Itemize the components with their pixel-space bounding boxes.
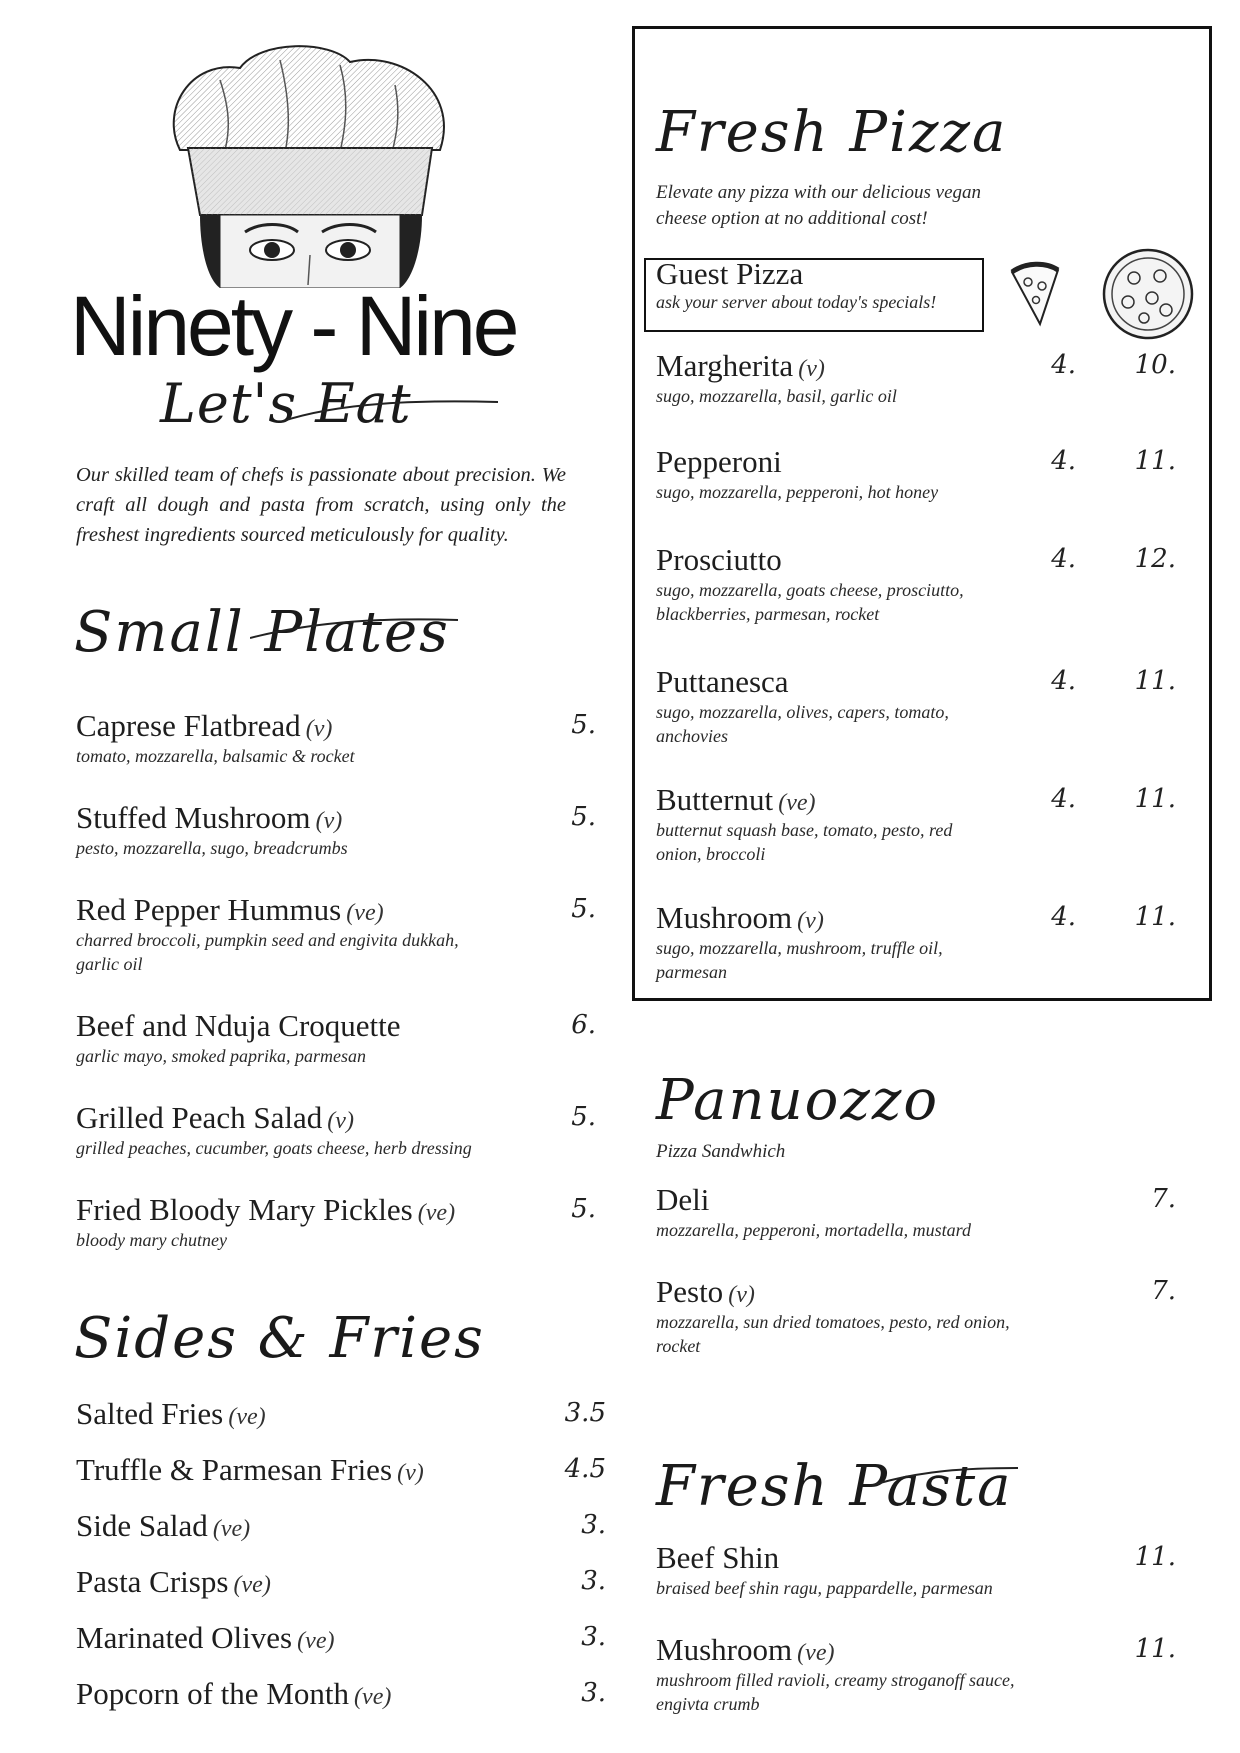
whole-price: 11. — [1134, 784, 1176, 814]
list-item — [76, 708, 596, 768]
list-item — [76, 1008, 596, 1068]
item-desc: grilled peaches, cucumber, goats cheese, herb dressing — [76, 1138, 472, 1158]
item-name: Beef Shin — [656, 1540, 780, 1575]
item-diet: (ve) — [797, 1640, 835, 1666]
item-diet: (ve) — [233, 1572, 271, 1598]
item-desc: pesto, mozzarella, sugo, breadcrumbs — [76, 838, 348, 858]
item-diet: (v) — [798, 356, 825, 382]
item-name: Red Pepper Hummus — [76, 892, 342, 927]
item-price: 3. — [581, 1566, 606, 1596]
intro-text: Our skilled team of chefs is passionate about precision. We craft all dough and pasta from scratch, using only the freshest ingredients sourced meticulously for quality. — [76, 464, 566, 546]
list-item — [656, 782, 1186, 866]
slice-price: 4. — [1051, 784, 1076, 814]
item-price: 11. — [1134, 1542, 1176, 1572]
item-name: Pasta Crisps — [76, 1564, 229, 1599]
item-price: 5. — [571, 802, 596, 832]
item-diet: (v) — [397, 1460, 424, 1486]
item-name: Puttanesca — [656, 664, 789, 699]
item-name: Deli — [656, 1182, 710, 1217]
item-price: 5. — [571, 1194, 596, 1224]
panuozzo-title: Panuozzo — [656, 1068, 940, 1133]
item-diet: (ve) — [212, 1516, 251, 1542]
item-desc: tomato, mozzarella, balsamic & rocket — [76, 746, 355, 766]
guest-pizza-title: Guest Pizza — [656, 256, 804, 291]
item-name: Salted Fries — [76, 1396, 224, 1431]
item-name: Caprese Flatbread — [76, 708, 301, 743]
whole-price: 12. — [1134, 544, 1176, 574]
item-name: Marinated Olives — [76, 1620, 293, 1655]
item-price: 7. — [1151, 1184, 1176, 1214]
sides-title: Sides & Fries — [74, 1306, 485, 1371]
item-diet: (v) — [728, 1282, 755, 1308]
item-desc: charred broccoli, pumpkin seed and engivita dukkah, garlic oil — [76, 930, 459, 974]
item-price: 4.5 — [564, 1454, 606, 1484]
item-name: Side Salad — [76, 1508, 208, 1543]
item-name: Stuffed Mushroom — [76, 800, 311, 835]
list-item — [76, 1508, 606, 1544]
small-plates-flourish — [250, 614, 460, 644]
item-price: 5. — [571, 710, 596, 740]
whole-price: 11. — [1134, 446, 1176, 476]
pizza-note: Elevate any pizza with our delicious vegan cheese option at no additional cost! — [656, 182, 982, 229]
item-price: 3.5 — [564, 1398, 606, 1428]
list-item — [76, 892, 596, 976]
slice-price: 4. — [1051, 446, 1076, 476]
list-item — [656, 900, 1186, 984]
whole-pizza-icon — [1100, 246, 1196, 342]
list-item — [656, 542, 1186, 626]
item-name: Truffle & Parmesan Fries — [76, 1452, 393, 1487]
slice-price: 4. — [1051, 350, 1076, 380]
item-name: Popcorn of the Month — [76, 1676, 349, 1711]
list-item — [76, 1564, 606, 1600]
list-item — [76, 1396, 606, 1432]
small-plates-title: Small Plates — [74, 600, 450, 665]
list-item — [656, 348, 1186, 408]
item-diet: (v) — [797, 908, 824, 934]
item-diet: (ve) — [346, 900, 384, 926]
item-name: Mushroom — [656, 900, 793, 935]
whole-price: 11. — [1134, 902, 1176, 932]
pasta-title: Fresh Pasta — [656, 1454, 1013, 1519]
list-item — [656, 664, 1186, 748]
slice-price: 4. — [1051, 544, 1076, 574]
item-name: Beef and Nduja Croquette — [76, 1008, 401, 1043]
list-item — [76, 1100, 596, 1160]
item-price: 5. — [571, 894, 596, 924]
item-desc: mushroom filled ravioli, creamy stroganoff sauce, engivta crumb — [656, 1670, 1015, 1714]
item-name: Butternut — [656, 782, 774, 817]
list-item — [656, 1182, 1186, 1242]
item-diet: (ve) — [354, 1684, 392, 1710]
item-desc: braised beef shin ragu, pappardelle, parmesan — [656, 1578, 993, 1598]
brand-name: Ninety - Nine — [70, 279, 517, 373]
item-name: Prosciutto — [656, 542, 782, 577]
list-item — [656, 1274, 1186, 1358]
list-item — [76, 1676, 606, 1712]
slice-price: 4. — [1051, 902, 1076, 932]
item-price: 11. — [1134, 1634, 1176, 1664]
item-desc: sugo, mozzarella, goats cheese, prosciutto, blackberries, parmesan, rocket — [656, 580, 964, 624]
guest-pizza-desc: ask your server about today's specials! — [656, 292, 937, 312]
item-name: Pesto — [656, 1274, 724, 1309]
tagline-flourish — [280, 392, 500, 432]
brand-tagline: Let's Eat — [160, 372, 412, 435]
list-item — [76, 800, 596, 860]
item-name: Margherita — [656, 348, 794, 383]
item-desc: sugo, mozzarella, basil, garlic oil — [656, 386, 897, 406]
item-diet: (v) — [315, 808, 343, 834]
item-price: 3. — [581, 1510, 606, 1540]
pasta-flourish — [870, 1462, 1020, 1492]
panuozzo-subtitle: Pizza Sandwhich — [656, 1141, 786, 1162]
item-desc: sugo, mozzarella, pepperoni, hot honey — [656, 482, 939, 502]
list-item — [76, 1452, 606, 1488]
item-name: Pepperoni — [656, 444, 782, 479]
item-desc: sugo, mozzarella, mushroom, truffle oil, parmesan — [656, 938, 943, 982]
item-diet: (ve) — [417, 1200, 456, 1226]
pizza-slice-icon — [1006, 258, 1062, 328]
item-diet: (v) — [305, 716, 333, 742]
item-price: 3. — [581, 1678, 606, 1708]
item-diet: (ve) — [297, 1628, 335, 1654]
item-diet: (ve) — [228, 1404, 266, 1430]
item-price: 3. — [581, 1622, 606, 1652]
list-item — [76, 1620, 606, 1656]
whole-price: 11. — [1134, 666, 1176, 696]
item-desc: mozzarella, sun dried tomatoes, pesto, red onion, rocket — [656, 1312, 1010, 1356]
whole-price: 10. — [1134, 350, 1176, 380]
item-desc: garlic mayo, smoked paprika, parmesan — [76, 1046, 366, 1066]
item-price: 7. — [1151, 1276, 1176, 1306]
list-item — [656, 444, 1186, 504]
slice-price: 4. — [1051, 666, 1076, 696]
item-desc: bloody mary chutney — [76, 1230, 227, 1250]
chef-illustration — [160, 40, 460, 288]
item-price: 6. — [571, 1010, 596, 1040]
item-price: 5. — [571, 1102, 596, 1132]
list-item — [656, 1632, 1186, 1716]
item-name: Grilled Peach Salad — [76, 1100, 323, 1135]
list-item — [76, 1192, 596, 1252]
item-name: Mushroom — [656, 1632, 793, 1667]
item-desc: butternut squash base, tomato, pesto, red onion, broccoli — [656, 820, 953, 864]
item-desc: sugo, mozzarella, olives, capers, tomato, anchovies — [656, 702, 949, 746]
item-diet: (v) — [327, 1108, 354, 1134]
item-diet: (ve) — [778, 790, 816, 816]
pizza-title: Fresh Pizza — [656, 100, 1008, 165]
item-desc: mozzarella, pepperoni, mortadella, mustard — [656, 1220, 971, 1240]
item-name: Fried Bloody Mary Pickles — [76, 1192, 413, 1227]
list-item — [656, 1540, 1186, 1600]
